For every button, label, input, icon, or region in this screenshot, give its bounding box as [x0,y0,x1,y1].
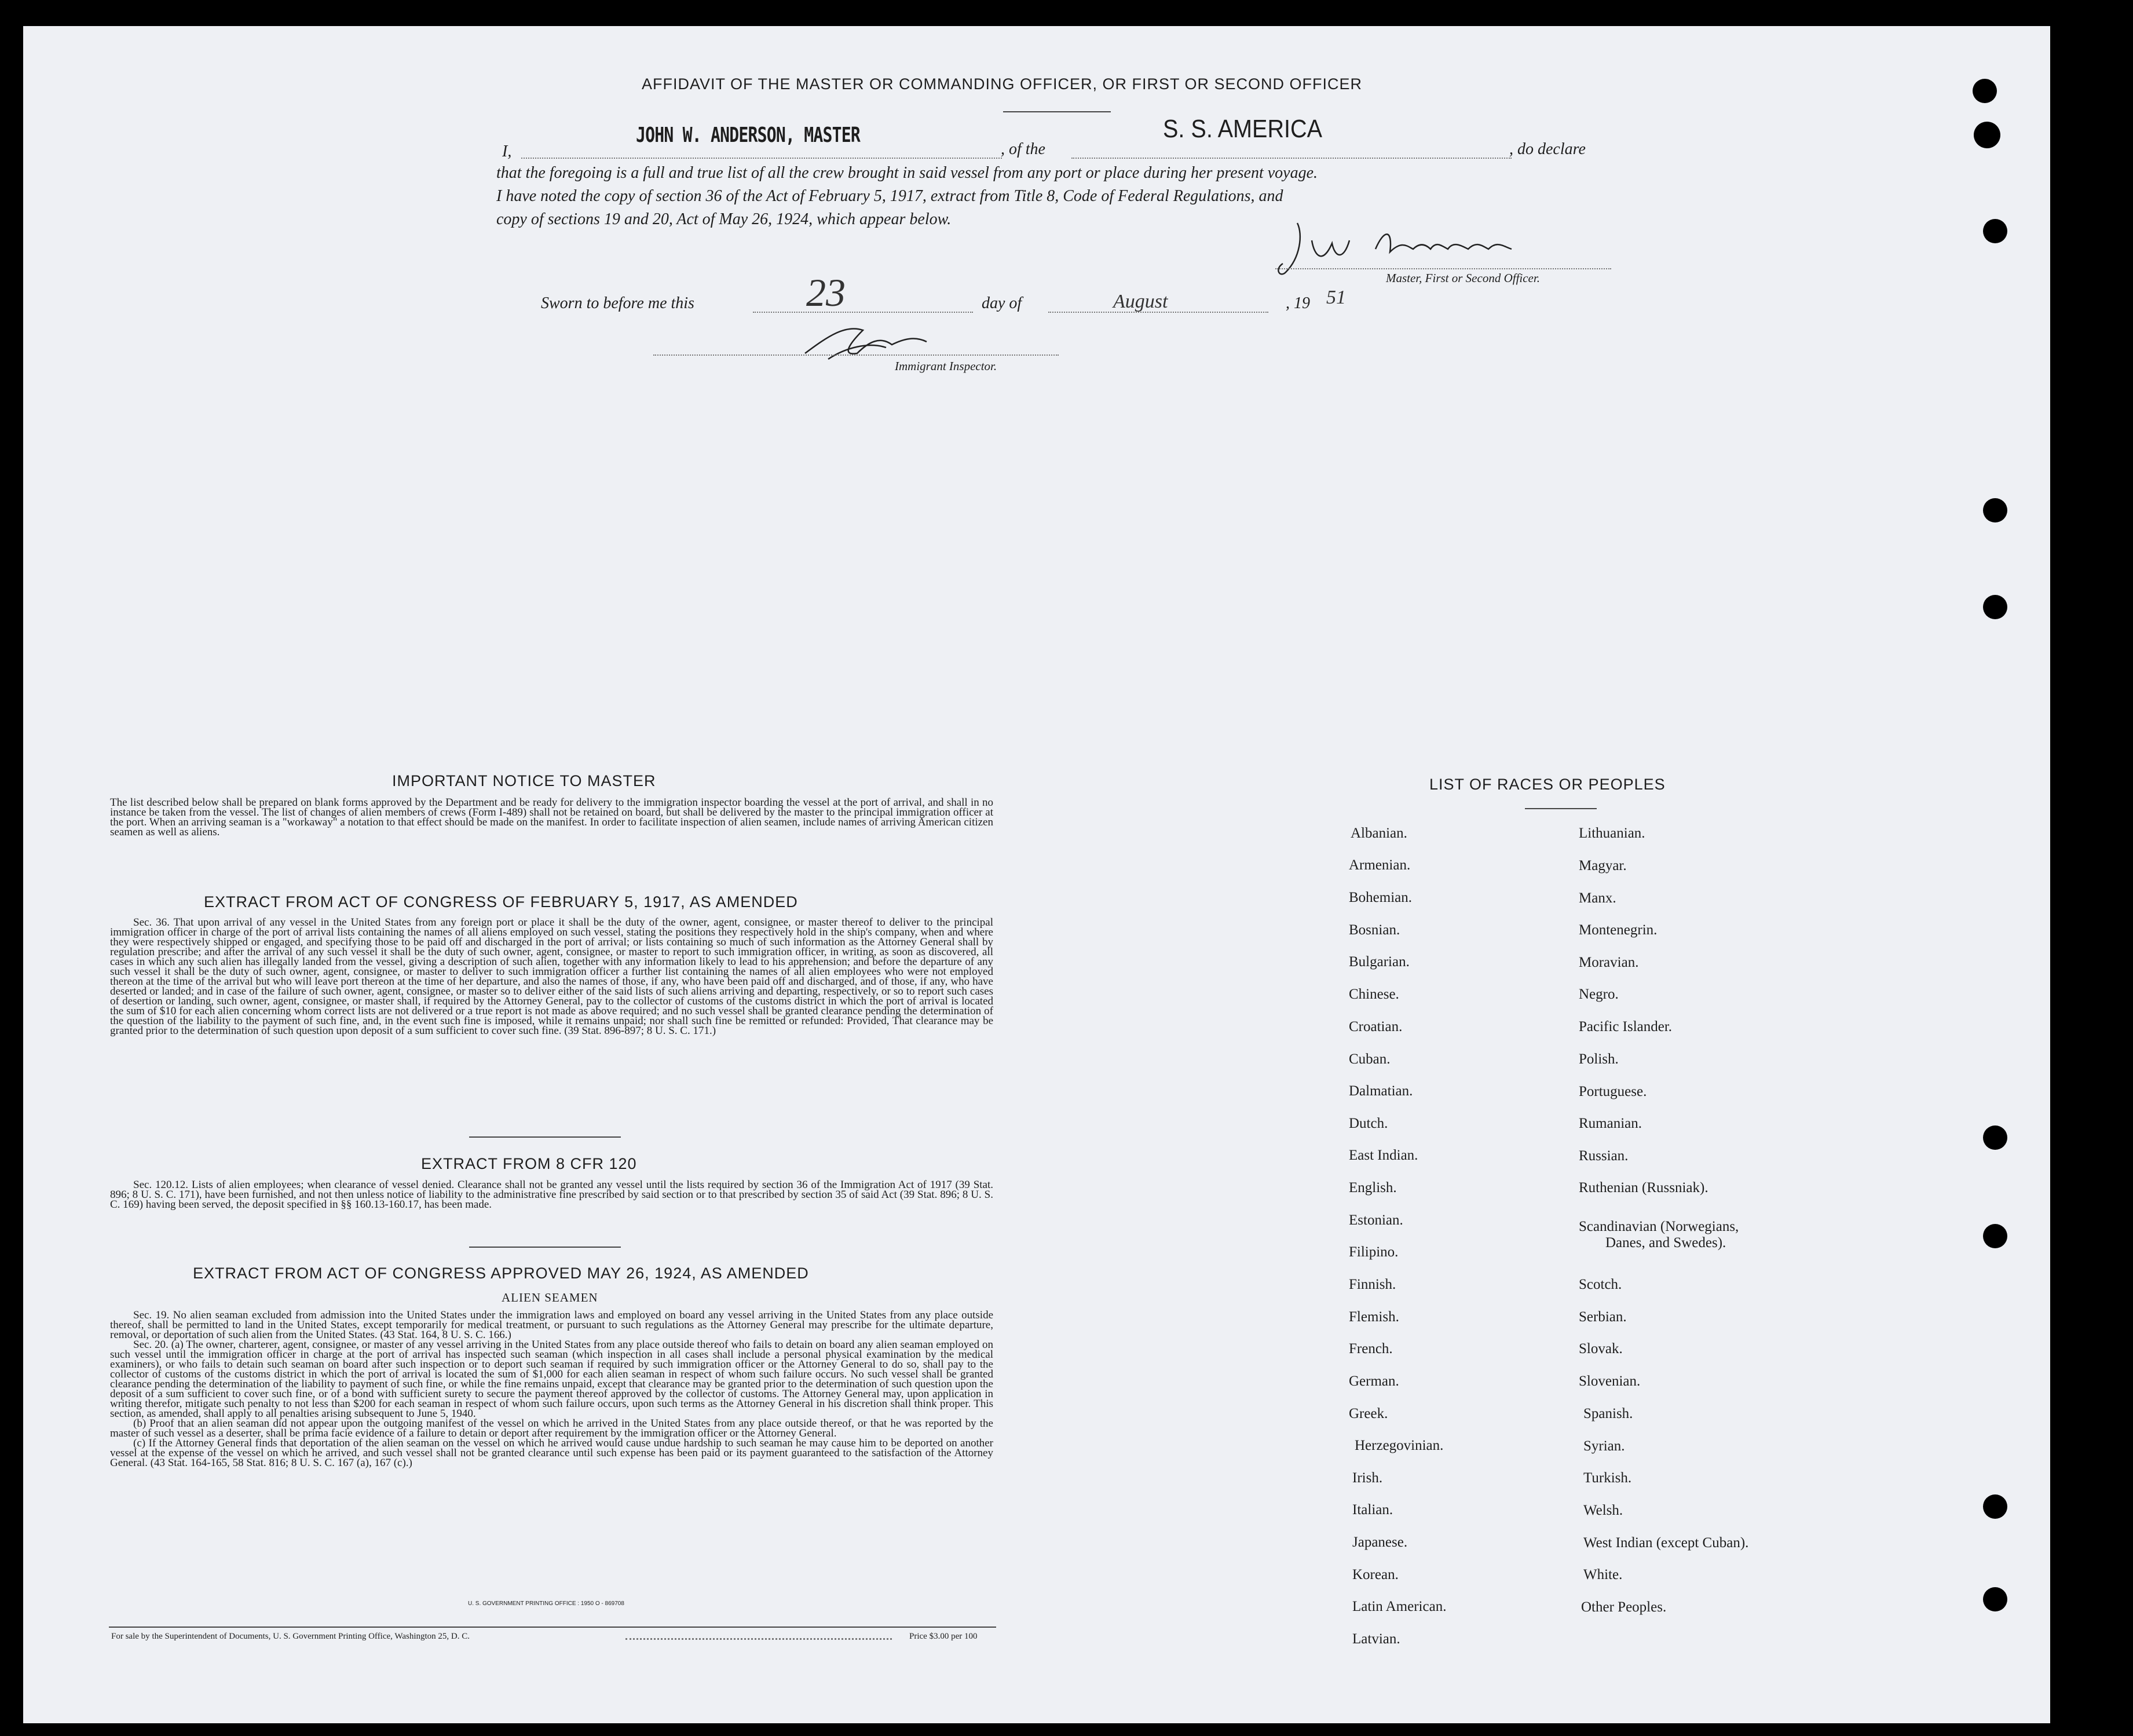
affidavit-line-3: copy of sections 19 and 20, Act of May 26, 1924, which appear below. [496,210,952,228]
race-item: French. [1349,1341,1393,1357]
race-item: English. [1349,1180,1397,1196]
footer-left: For sale by the Superintendent of Documents, U. S. Government Printing Office, Washington 25, D. C. [111,1632,470,1641]
race-item: Albanian. [1351,825,1407,841]
races-rule [1525,808,1597,809]
punch-hole [1974,122,2000,148]
race-item: Other Peoples. [1581,1599,1667,1615]
race-item: Korean. [1352,1567,1399,1582]
vessel-line [1071,158,1512,159]
race-item: Bohemian. [1349,890,1413,905]
extract-1924-heading: EXTRACT FROM ACT OF CONGRESS APPROVED MAY 26, 1924, AS AMENDED [193,1264,809,1282]
affidavit-line-2: I have noted the copy of section 36 of the Act of February 5, 1917, extract from Title 8, Code of Federal Regulations, and [496,187,1283,205]
punch-hole [1983,1224,2007,1248]
punch-hole [1983,498,2007,522]
extract-1917-heading: EXTRACT FROM ACT OF CONGRESS OF FEBRUARY 5, 1917, AS AMENDED [204,893,798,911]
race-item: Irish. [1352,1470,1383,1486]
race-item: Pacific Islander. [1579,1019,1673,1035]
extract-1917-text [110,918,993,1121]
footer-rule [109,1627,996,1628]
notice-heading: IMPORTANT NOTICE TO MASTER [392,772,656,790]
race-item: Chinese. [1349,986,1399,1002]
race-item: Japanese. [1352,1534,1408,1550]
race-item: Slovak. [1579,1341,1623,1357]
race-item: Bulgarian. [1349,954,1410,970]
sec-20a-paragraph: Sec. 20. (a) The owner, charterer, agent, consignee, or master of any vessel arriving in the United States from any place outside thereof who fails to detain on board any alien seaman employed on such vessel until the immigration officer in charge at the port of arrival has inspected such seaman (which inspection in all cases shall include a personal physical examination by the medical examiners), or who fails to detain such seaman on board after such inspection or to deport such seaman if required by such immigration officer or the Attorney General to do so, shall pay to the collector of customs of the customs district in which the port of arrival is located the sum of $1,000 for each alien seaman in respect of whom such failure occurs. No such vessel shall be granted clearance pending the determination of the liability to payment of such fine, or while the fine remains unpaid, except that clearance may be granted prior to the determination of such question upon the deposit of a sum sufficient to cover such fine, or of a bond with sufficient surety to secure the payment thereof approved by the collector of customs. The Attorney General may, upon application in writing therefor, mitigate such penalty to not less than $200 for each seaman in respect of whom such failure occurs, upon such terms as the Attorney General in his discretion shall think proper. This section, as amended, shall apply to all penalties arising subsequent to June 5, 1940. [110,1339,993,1420]
race-item: Moravian. [1579,955,1639,970]
master-name-line [521,158,1002,159]
notice-paragraph: The list described below shall be prepared on blank forms approved by the Department and be ready for delivery to the immigration inspector boarding the vessel at the port of arrival, and shall in no instance be taken from the vessel. The list of changes of alien members of crews (Form I-489) shall not be retained on board, but shall be delivered by the master to the principal immigration officer at the port. When an arriving seaman is a "workaway" a notation to that effect should be made on the manifest. In order to facilitate inspection of alien seamen, include names of arriving American citizen seamen as well as aliens. [110,798,993,838]
race-item: Syrian. [1583,1438,1625,1454]
race-item: Portuguese. [1579,1084,1647,1099]
affidavit-line-1: that the foregoing is a full and true list of all the crew brought in said vessel from any port or place during her present voyage. [496,164,1318,182]
race-item: Estonian. [1349,1212,1403,1228]
race-item: Ruthenian (Russniak). [1579,1180,1708,1196]
race-item: Armenian. [1349,857,1411,873]
punch-hole [1983,1587,2007,1611]
race-item: Flemish. [1349,1309,1399,1325]
race-item: German. [1349,1373,1399,1389]
race-item: Magyar. [1579,858,1627,874]
race-item: Filipino. [1349,1244,1399,1260]
inspector-signature [793,313,990,365]
signature-line [1275,268,1611,269]
race-item: Welsh. [1583,1503,1623,1518]
race-item: Scotch. [1579,1277,1622,1292]
race-item: Latin American. [1352,1599,1447,1614]
race-item: Scandinavian (Norwegians, [1579,1219,1739,1234]
race-item: Dutch. [1349,1116,1388,1131]
race-item: Manx. [1579,890,1616,906]
sec-20b-paragraph: (b) Proof that an alien seaman did not appear upon the outgoing manifest of the vessel on which he arrived in the United States from any place outside thereof, or that he was reported by the master of such vessel as a deserter, shall be prima facie evidence of a failure to detain or deport after requirement by the immigration officer or the Attorney General. [110,1417,993,1439]
cfr-paragraph: Sec. 120.12. Lists of alien employees; when clearance of vessel denied. Clearance shall not be granted any vessel until the lists required by section 36 of the Immigration Act of 1917 (39 Stat. 896; 8 U. S. C. 171), have been furnished, and not then unless notice of liability to the administrative fine prescribed by said section or to that prescribed by section 35 of said Act (39 Stat. 896; 8 U. S. C. 169) having been served, the deposit specified in §§ 160.13-160.17, has been made. [110,1180,993,1211]
year-suffix: 51 [1326,287,1346,308]
do-declare-label: , do declare [1509,140,1586,158]
race-item: Bosnian. [1349,922,1400,938]
affidavit-title: AFFIDAVIT OF THE MASTER OR COMMANDING OFFICER, OR FIRST OR SECOND OFFICER [642,75,1363,93]
race-item: Herzegovinian. [1355,1438,1444,1453]
race-item: East Indian. [1349,1147,1418,1163]
title-rule [1003,111,1111,112]
footer-right: Price $3.00 per 100 [909,1632,978,1641]
alien-seamen-subheading: ALIEN SEAMEN [502,1291,598,1304]
race-item: Montenegrin. [1579,922,1658,938]
extract-1917-paragraph: Sec. 36. That upon arrival of any vessel in the United States from any foreign port or place it shall be the duty of the owner, agent, consignee, or master thereof to deliver to the principal immigration officer in charge of the port of arrival lists containing the names of all aliens employed on such vessel, stating the positions they respectively hold in the ship's company, when and where they were respectively shipped or engaged, and specifying those to be paid off and discharged in the port of arrival; or lists containing so much of such information as the Attorney General shall by regulation prescribe; and after the arrival of any such vessel it shall be the duty of such owner, agent, consignee, or master to report to such immigration officer, in writing, as soon as discovered, all cases in which any such alien has illegally landed from the vessel, giving a description of such alien, together with any information likely to lead to his apprehension; and before the departure of any such vessel it shall be the duty of such owner, agent, consignee, or master to deliver to such immigration officer a further list containing the names of all alien employees who were not employed thereon at the time of the arrival but who will leave port thereon at the time of her departure, and also the names of those, if any, who have been paid off and discharged, and of those, if any, who have deserted or landed; and in case of the failure of such owner, agent, consignee, or master so to deliver either of the said lists of such aliens arriving and departing, respectively, or so to report such cases of desertion or landing, such owner, agent, consignee, or master shall, if required by the Attorney General, pay to the collector of customs of the customs district in which the port of arrival is located the sum of $10 for each alien concerning whom correct lists are not delivered or a true report is not made as above required; and no such vessel shall be granted clearance pending the determination of the question of the liability to the payment of such fine, and, in the event such fine is imposed, while it remains unpaid; nor shall such fine be remitted or refunded: Provided, That clearance may be granted prior to the determination of such question upon deposit of a sum sufficient to cover such fine. (39 Stat. 896-897; 8 U. S. C. 171.) [110,918,993,1037]
affidavit-i-label: I, [502,142,512,160]
sec-20c-paragraph: (c) If the Attorney General finds that deportation of the alien seaman on the vessel on which he arrived would cause undue hardship to such seaman he may cause him to be deported on another vessel at the expense of the vessel on which he arrived, and such vessel shall not be granted clearance until such expense has been paid or its payment guaranteed to the satisfaction of the Attorney General. (43 Stat. 164-165, 58 Stat. 816; 8 U. S. C. 167 (a), 167 (c).) [110,1437,993,1469]
race-item: Cuban. [1349,1051,1391,1067]
footer-leader [625,1638,892,1640]
punch-hole [1973,79,1997,103]
inspector-caption: Immigrant Inspector. [895,359,997,373]
day-of-label: day of [982,294,1022,312]
race-item: Rumanian. [1579,1116,1642,1131]
race-item: Lithuanian. [1579,825,1645,841]
sec-19-paragraph: Sec. 19. No alien seaman excluded from admission into the United States under the immigration laws and employed on board any vessel arriving in the United States from any place outside thereof, shall be permitted to land in the United States, except temporarily for medical treatment, or pursuant to such regulations as the Attorney General may prescribe for the ultimate departure, removal, or deportation of such alien from the United States. (43 Stat. 164, 8 U. S. C. 166.) [110,1310,993,1341]
cfr-heading: EXTRACT FROM 8 CFR 120 [421,1155,637,1172]
punch-hole [1983,1125,2007,1150]
race-item: White. [1583,1567,1623,1582]
races-heading: LIST OF RACES OR PEOPLES [1429,776,1666,793]
race-item: Russian. [1579,1148,1629,1164]
race-item: West Indian (except Cuban). [1583,1535,1749,1551]
race-item: Slovenian. [1579,1373,1641,1389]
extract-1924-text [110,1310,993,1577]
race-item: Dalmatian. [1349,1083,1413,1099]
cfr-text [110,1180,993,1231]
of-the-label: , of the [1001,140,1045,158]
vessel-name: S. S. AMERICA [1163,115,1323,143]
inspector-line [653,354,1059,356]
punch-hole [1983,219,2007,243]
printing-office-note: U. S. GOVERNMENT PRINTING OFFICE : 1950 O - 869708 [468,1600,624,1607]
race-item: Latvian. [1352,1631,1400,1647]
master-name: JOHN W. ANDERSON, MASTER [636,123,861,147]
race-item: Danes, and Swedes). [1605,1235,1726,1251]
signature-caption: Master, First or Second Officer. [1386,271,1540,285]
race-item: Greek. [1349,1406,1388,1421]
race-item: Finnish. [1349,1277,1396,1292]
race-item: Spanish. [1583,1406,1633,1421]
race-item: Croatian. [1349,1019,1403,1035]
race-item: Turkish. [1583,1470,1632,1486]
sworn-day: 23 [806,271,846,315]
race-item: Serbian. [1579,1309,1627,1325]
race-item: Negro. [1579,986,1619,1002]
punch-hole [1983,595,2007,619]
section-rule [469,1136,621,1138]
race-item: Polish. [1579,1051,1619,1067]
notice-text [110,798,993,858]
section-rule [469,1247,621,1248]
punch-hole [1983,1494,2007,1519]
sworn-label: Sworn to before me this [541,294,694,312]
year-prefix: , 19 [1286,294,1310,312]
sworn-month: August [1113,291,1168,312]
race-item: Italian. [1352,1502,1393,1518]
